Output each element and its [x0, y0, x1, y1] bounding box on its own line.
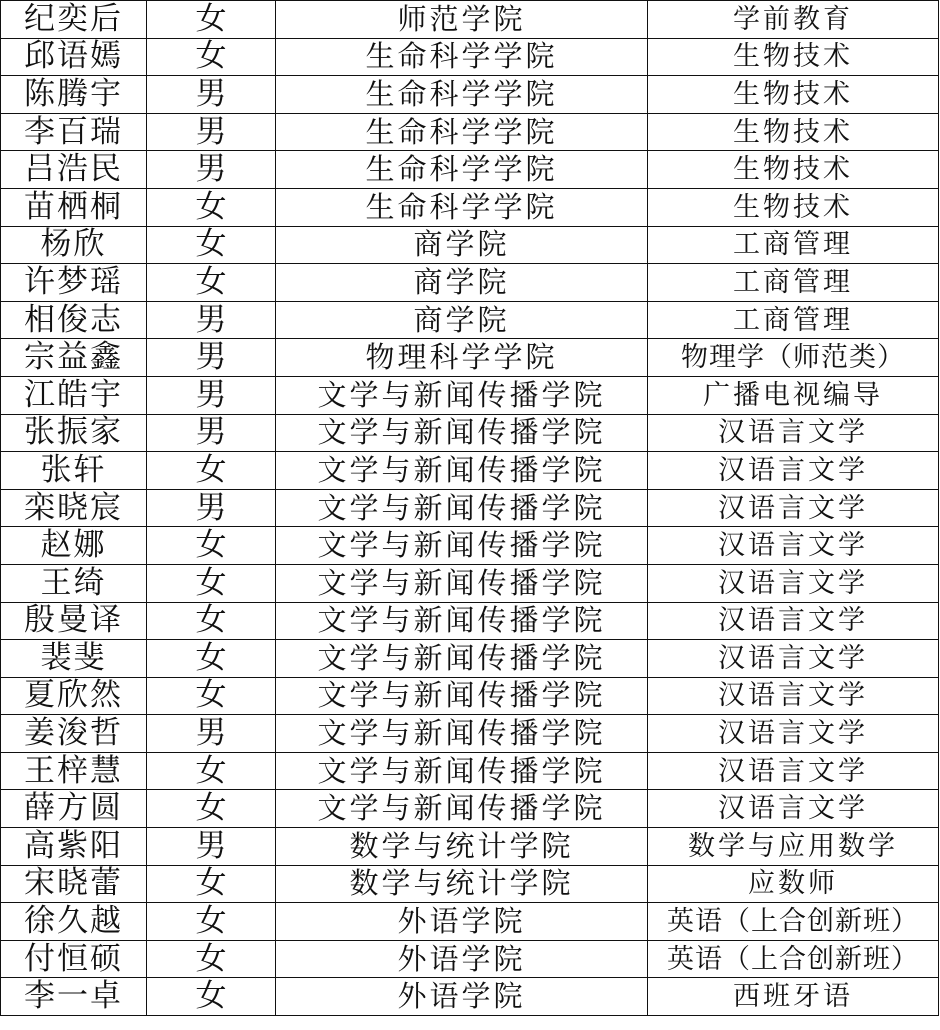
- major-cell: 英语（上合创新班）: [648, 903, 939, 941]
- gender-cell: 男: [147, 339, 276, 377]
- gender-cell: 女: [147, 752, 276, 790]
- gender-cell: 女: [147, 38, 276, 76]
- table-row: [1, 76, 939, 114]
- college-cell: 外语学院: [276, 903, 648, 941]
- student-name-cell: 宋晓蕾: [1, 865, 147, 903]
- gender-cell: 男: [147, 151, 276, 189]
- table-row: [1, 113, 939, 151]
- student-name-cell: 裴斐: [1, 640, 147, 678]
- major-cell: 汉语言文学: [648, 564, 939, 602]
- college-cell: 外语学院: [276, 978, 648, 1016]
- student-name-cell: 高紫阳: [1, 828, 147, 866]
- gender-cell: 女: [147, 640, 276, 678]
- gender-cell: 男: [147, 76, 276, 114]
- table-row: [1, 376, 939, 414]
- college-cell: 外语学院: [276, 940, 648, 978]
- table-row: [1, 527, 939, 565]
- table-row: [1, 790, 939, 828]
- student-name-cell: 邱语嫣: [1, 38, 147, 76]
- major-cell: 汉语言文学: [648, 527, 939, 565]
- table-row: [1, 226, 939, 264]
- table-row: [1, 640, 939, 678]
- gender-cell: 女: [147, 564, 276, 602]
- student-name-cell: 宗益鑫: [1, 339, 147, 377]
- major-cell: 工商管理: [648, 264, 939, 302]
- table-row: [1, 1, 939, 39]
- student-name-cell: 付恒硕: [1, 940, 147, 978]
- college-cell: 商学院: [276, 301, 648, 339]
- college-cell: 生命科学学院: [276, 151, 648, 189]
- college-cell: 生命科学学院: [276, 113, 648, 151]
- student-name-cell: 王绮: [1, 564, 147, 602]
- major-cell: 汉语言文学: [648, 640, 939, 678]
- major-cell: 广播电视编导: [648, 376, 939, 414]
- table-row: [1, 564, 939, 602]
- college-cell: 文学与新闻传播学院: [276, 414, 648, 452]
- student-name-cell: 殷曼译: [1, 602, 147, 640]
- table-row: [1, 752, 939, 790]
- major-cell: 汉语言文学: [648, 452, 939, 490]
- gender-cell: 男: [147, 414, 276, 452]
- major-cell: 汉语言文学: [648, 752, 939, 790]
- table-row: [1, 151, 939, 189]
- table-row: [1, 865, 939, 903]
- major-cell: 英语（上合创新班）: [648, 940, 939, 978]
- student-name-cell: 吕浩民: [1, 151, 147, 189]
- student-name-cell: 陈腾宇: [1, 76, 147, 114]
- college-cell: 生命科学学院: [276, 38, 648, 76]
- college-cell: 物理科学学院: [276, 339, 648, 377]
- student-name-cell: 夏欣然: [1, 677, 147, 715]
- major-cell: 工商管理: [648, 301, 939, 339]
- table-row: [1, 940, 939, 978]
- college-cell: 文学与新闻传播学院: [276, 602, 648, 640]
- student-name-cell: 赵娜: [1, 527, 147, 565]
- major-cell: 应数师: [648, 865, 939, 903]
- student-name-cell: 薛方圆: [1, 790, 147, 828]
- college-cell: 数学与统计学院: [276, 828, 648, 866]
- table-row: [1, 188, 939, 226]
- college-cell: 文学与新闻传播学院: [276, 640, 648, 678]
- major-cell: 汉语言文学: [648, 715, 939, 753]
- student-name-cell: 江皓宇: [1, 376, 147, 414]
- major-cell: 生物技术: [648, 38, 939, 76]
- gender-cell: 女: [147, 527, 276, 565]
- student-name-cell: 姜浚哲: [1, 715, 147, 753]
- gender-cell: 女: [147, 264, 276, 302]
- major-cell: 汉语言文学: [648, 414, 939, 452]
- gender-cell: 男: [147, 489, 276, 527]
- college-cell: 师范学院: [276, 1, 648, 39]
- gender-cell: 女: [147, 602, 276, 640]
- table-row: [1, 677, 939, 715]
- gender-cell: 女: [147, 865, 276, 903]
- gender-cell: 男: [147, 828, 276, 866]
- college-cell: 文学与新闻传播学院: [276, 790, 648, 828]
- gender-cell: 女: [147, 1, 276, 39]
- college-cell: 文学与新闻传播学院: [276, 489, 648, 527]
- major-cell: 生物技术: [648, 113, 939, 151]
- gender-cell: 女: [147, 903, 276, 941]
- table-row: [1, 489, 939, 527]
- major-cell: 汉语言文学: [648, 790, 939, 828]
- student-name-cell: 张轩: [1, 452, 147, 490]
- table-row: [1, 339, 939, 377]
- student-name-cell: 相俊志: [1, 301, 147, 339]
- college-cell: 生命科学学院: [276, 76, 648, 114]
- gender-cell: 女: [147, 790, 276, 828]
- student-name-cell: 杨欣: [1, 226, 147, 264]
- major-cell: 生物技术: [648, 76, 939, 114]
- major-cell: 西班牙语: [648, 978, 939, 1016]
- major-cell: 汉语言文学: [648, 602, 939, 640]
- college-cell: 文学与新闻传播学院: [276, 715, 648, 753]
- major-cell: 物理学（师范类）: [648, 339, 939, 377]
- table-row: [1, 452, 939, 490]
- gender-cell: 女: [147, 978, 276, 1016]
- student-name-cell: 许梦瑶: [1, 264, 147, 302]
- student-name-cell: 苗栖桐: [1, 188, 147, 226]
- table-row: [1, 828, 939, 866]
- major-cell: 工商管理: [648, 226, 939, 264]
- major-cell: 学前教育: [648, 1, 939, 39]
- college-cell: 生命科学学院: [276, 188, 648, 226]
- college-cell: 文学与新闻传播学院: [276, 376, 648, 414]
- student-name-cell: 李百瑞: [1, 113, 147, 151]
- college-cell: 数学与统计学院: [276, 865, 648, 903]
- student-name-cell: 纪奕后: [1, 1, 147, 39]
- table-row: [1, 602, 939, 640]
- major-cell: 生物技术: [648, 188, 939, 226]
- gender-cell: 女: [147, 452, 276, 490]
- student-name-cell: 徐久越: [1, 903, 147, 941]
- student-name-cell: 张振家: [1, 414, 147, 452]
- gender-cell: 男: [147, 376, 276, 414]
- student-name-cell: 李一卓: [1, 978, 147, 1016]
- table-row: [1, 301, 939, 339]
- gender-cell: 男: [147, 113, 276, 151]
- major-cell: 汉语言文学: [648, 489, 939, 527]
- table-row: [1, 264, 939, 302]
- college-cell: 文学与新闻传播学院: [276, 752, 648, 790]
- table-row: [1, 414, 939, 452]
- gender-cell: 女: [147, 226, 276, 264]
- gender-cell: 女: [147, 188, 276, 226]
- table-row: [1, 903, 939, 941]
- college-cell: 文学与新闻传播学院: [276, 527, 648, 565]
- student-name-cell: 王梓慧: [1, 752, 147, 790]
- college-cell: 文学与新闻传播学院: [276, 677, 648, 715]
- college-cell: 商学院: [276, 264, 648, 302]
- gender-cell: 男: [147, 301, 276, 339]
- college-cell: 文学与新闻传播学院: [276, 564, 648, 602]
- gender-cell: 男: [147, 715, 276, 753]
- college-cell: 文学与新闻传播学院: [276, 452, 648, 490]
- student-table-body: [1, 1, 939, 1016]
- major-cell: 数学与应用数学: [648, 828, 939, 866]
- table-row: [1, 715, 939, 753]
- major-cell: 汉语言文学: [648, 677, 939, 715]
- table-row: [1, 38, 939, 76]
- college-cell: 商学院: [276, 226, 648, 264]
- gender-cell: 女: [147, 677, 276, 715]
- major-cell: 生物技术: [648, 151, 939, 189]
- student-name-cell: 栾晓宸: [1, 489, 147, 527]
- gender-cell: 女: [147, 940, 276, 978]
- table-row: [1, 978, 939, 1016]
